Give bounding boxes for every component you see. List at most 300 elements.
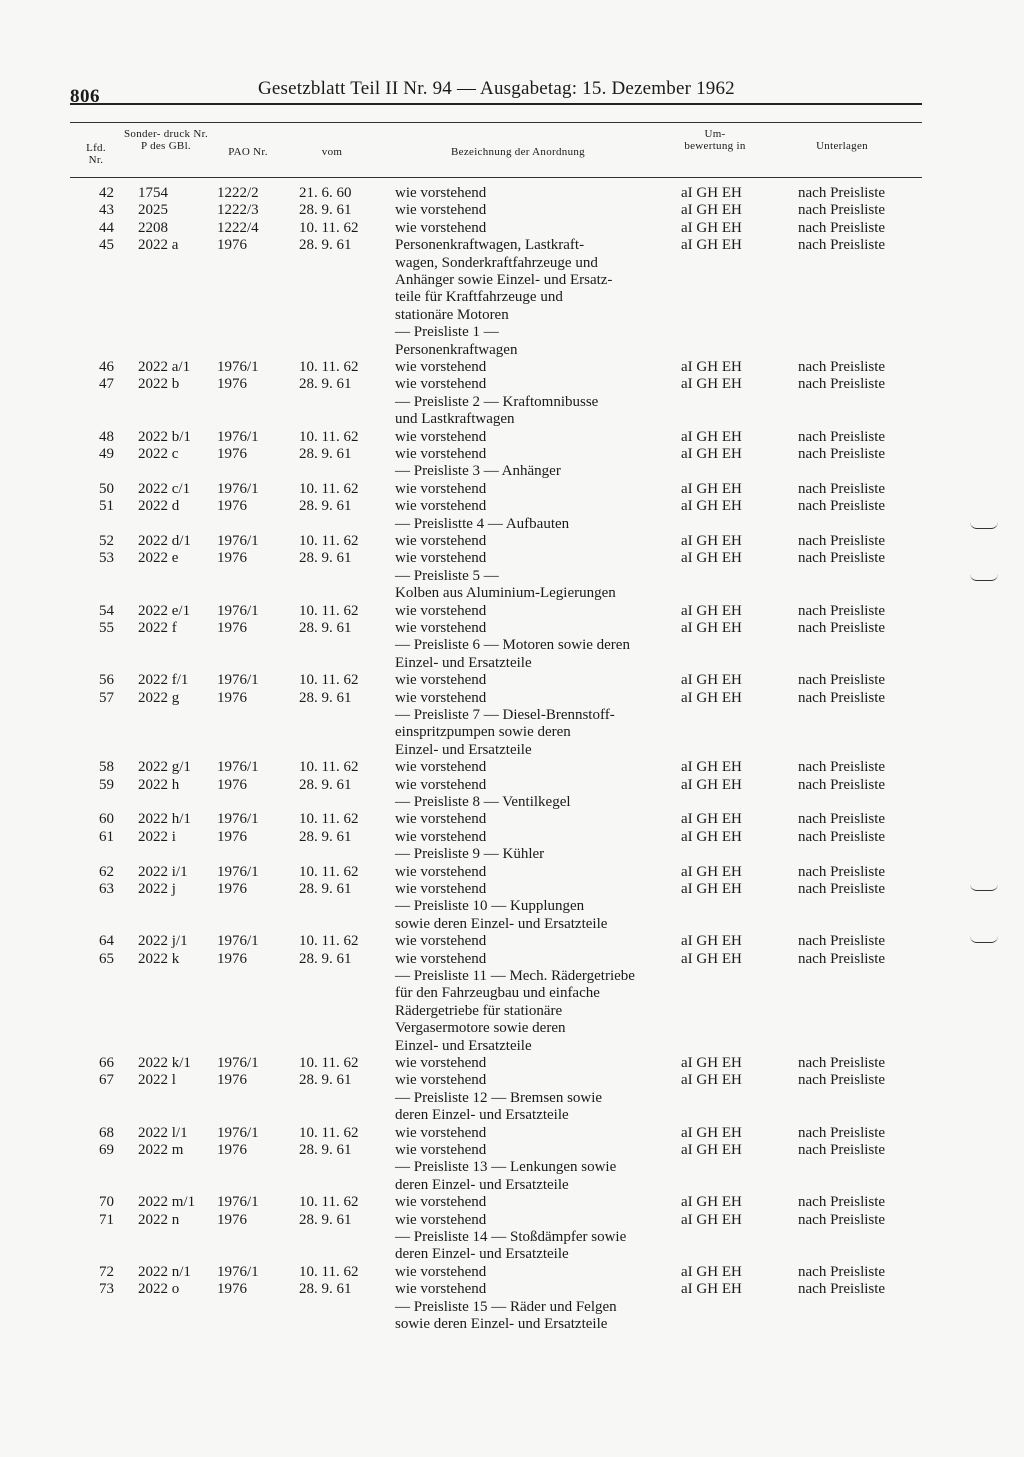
row-lfd: 52 (99, 532, 114, 549)
col-header-sonderdruck: Sonder- druck Nr. P des GBl. (124, 128, 209, 152)
table-row (0, 359, 1024, 376)
row-umbewertung: aI GH EH (681, 1281, 742, 1298)
row-bezeichnung: wie vorstehend (395, 1281, 487, 1298)
row-continuation: Personenkraftwagen (395, 341, 518, 358)
row-unterlagen: nach Preisliste (798, 237, 886, 254)
row-bezeichnung: wie vorstehend (395, 202, 487, 219)
row-unterlagen: nach Preisliste (798, 1054, 886, 1071)
row-lfd: 64 (99, 933, 114, 950)
row-sonderdruck: 2022 d/1 (138, 532, 191, 549)
row-unterlagen: nach Preisliste (798, 376, 886, 393)
row-vom: 10. 11. 62 (299, 532, 359, 549)
row-lfd: 68 (99, 1124, 114, 1141)
row-unterlagen: nach Preisliste (798, 1072, 886, 1089)
row-pao: 1976 (217, 950, 247, 967)
row-vom: 28. 9. 61 (299, 950, 352, 967)
row-pao: 1222/4 (217, 219, 259, 236)
row-lfd: 66 (99, 1054, 114, 1071)
row-sonderdruck: 2022 a/1 (138, 359, 191, 375)
row-umbewertung: aI GH EH (681, 1054, 742, 1071)
row-lfd: 49 (99, 445, 114, 462)
row-bezeichnung: wie vorstehend (395, 1194, 487, 1211)
row-lfd: 51 (99, 498, 114, 515)
row-umbewertung: aI GH EH (681, 828, 742, 845)
row-umbewertung: aI GH EH (681, 1141, 742, 1158)
row-umbewertung: aI GH EH (681, 863, 742, 880)
col-header-unterlagen: Unterlagen (816, 140, 868, 152)
row-unterlagen: nach Preisliste (798, 880, 886, 897)
row-pao: 1976/1 (217, 672, 259, 689)
row-vom: 28. 9. 61 (299, 619, 352, 636)
row-unterlagen: nach Preisliste (798, 1194, 886, 1211)
row-lfd: 63 (99, 880, 114, 897)
row-continuation: — Preisliste 3 — Anhänger (395, 463, 561, 480)
col-header-rule (70, 177, 922, 178)
row-sonderdruck: 2022 b/1 (138, 428, 191, 445)
table-row (0, 1194, 1024, 1211)
row-unterlagen: nach Preisliste (798, 480, 886, 497)
row-continuation: teile für Kraftfahrzeuge und (395, 289, 563, 306)
row-sonderdruck: 2022 f/1 (138, 672, 189, 689)
row-continuation: — Preisliste 13 — Lenkungen sowie (395, 1159, 617, 1176)
col-header-umbewertung: Um- bewertung in (684, 128, 746, 152)
row-sonderdruck: 2022 j (138, 880, 176, 897)
row-bezeichnung: wie vorstehend (395, 428, 487, 445)
row-continuation: einspritzpumpen sowie deren (395, 724, 571, 741)
row-lfd: 42 (99, 185, 114, 201)
row-continuation: stationäre Motoren (395, 306, 509, 323)
row-bezeichnung: wie vorstehend (395, 480, 487, 497)
row-pao: 1976 (217, 1141, 247, 1158)
margin-mark (970, 574, 998, 581)
row-sonderdruck: 2022 o (138, 1281, 180, 1298)
row-bezeichnung: wie vorstehend (395, 863, 487, 880)
row-lfd: 58 (99, 759, 114, 776)
row-bezeichnung: wie vorstehend (395, 811, 487, 828)
row-continuation: Kolben aus Aluminium-Legierungen (395, 585, 616, 602)
row-umbewertung: aI GH EH (681, 602, 742, 619)
col-header-pao: PAO Nr. (228, 146, 268, 158)
row-vom: 28. 9. 61 (299, 689, 352, 706)
row-unterlagen: nach Preisliste (798, 933, 886, 950)
row-bezeichnung: wie vorstehend (395, 532, 487, 549)
row-pao: 1976/1 (217, 933, 259, 950)
row-vom: 28. 9. 61 (299, 828, 352, 845)
row-pao: 1976/1 (217, 1124, 259, 1141)
table-top-rule (70, 122, 922, 123)
row-pao: 1222/2 (217, 185, 259, 201)
row-vom: 10. 11. 62 (299, 1194, 359, 1211)
row-vom: 28. 9. 61 (299, 1141, 352, 1158)
row-lfd: 43 (99, 202, 114, 219)
row-pao: 1976/1 (217, 811, 259, 828)
row-lfd: 54 (99, 602, 114, 619)
margin-mark (970, 522, 998, 529)
table-row (0, 237, 1024, 254)
header-rule (70, 103, 922, 105)
row-umbewertung: aI GH EH (681, 811, 742, 828)
row-unterlagen: nach Preisliste (798, 550, 886, 567)
row-lfd: 72 (99, 1263, 114, 1280)
row-vom: 10. 11. 62 (299, 933, 359, 950)
row-umbewertung: aI GH EH (681, 619, 742, 636)
row-bezeichnung: wie vorstehend (395, 185, 487, 201)
row-sonderdruck: 2022 l/1 (138, 1124, 188, 1141)
row-sonderdruck: 2022 g/1 (138, 759, 191, 776)
row-umbewertung: aI GH EH (681, 237, 742, 254)
row-pao: 1976 (217, 1281, 247, 1298)
row-vom: 28. 9. 61 (299, 498, 352, 515)
row-continuation: Einzel- und Ersatzteile (395, 654, 532, 671)
row-pao: 1976 (217, 689, 247, 706)
row-sonderdruck: 2022 h/1 (138, 811, 191, 828)
row-continuation: — Preisliste 8 — Ventilkegel (395, 793, 571, 810)
row-vom: 10. 11. 62 (299, 863, 359, 880)
row-unterlagen: nach Preisliste (798, 759, 886, 776)
row-unterlagen: nach Preisliste (798, 776, 886, 793)
row-pao: 1976/1 (217, 1263, 259, 1280)
table-row (0, 759, 1024, 776)
row-unterlagen: nach Preisliste (798, 498, 886, 515)
row-bezeichnung: wie vorstehend (395, 445, 487, 462)
row-continuation: — Preisliste 10 — Kupplungen (395, 898, 585, 915)
row-vom: 28. 9. 61 (299, 376, 352, 393)
row-lfd: 61 (99, 828, 114, 845)
row-pao: 1976/1 (217, 428, 259, 445)
row-lfd: 70 (99, 1194, 114, 1211)
row-continuation: Vergasermotore sowie deren (395, 1020, 566, 1037)
row-lfd: 71 (99, 1211, 114, 1228)
row-unterlagen: nach Preisliste (798, 1263, 886, 1280)
page-number: 806 (70, 86, 100, 107)
row-lfd: 48 (99, 428, 114, 445)
row-unterlagen: nach Preisliste (798, 1141, 886, 1158)
row-bezeichnung: wie vorstehend (395, 880, 487, 897)
row-pao: 1976 (217, 376, 247, 393)
row-continuation: sowie deren Einzel- und Ersatzteile (395, 1315, 608, 1332)
row-lfd: 46 (99, 359, 114, 375)
row-sonderdruck: 2022 i (138, 828, 176, 845)
row-pao: 1976 (217, 1072, 247, 1089)
table-row (0, 829, 1024, 846)
row-continuation: deren Einzel- und Ersatzteile (395, 1176, 569, 1193)
row-pao: 1976/1 (217, 1054, 259, 1071)
table-row (0, 811, 1024, 828)
row-bezeichnung: wie vorstehend (395, 672, 487, 689)
row-continuation: Einzel- und Ersatzteile (395, 1037, 532, 1054)
row-pao: 1976/1 (217, 532, 259, 549)
row-lfd: 65 (99, 950, 114, 967)
row-continuation: Einzel- und Ersatzteile (395, 741, 532, 758)
row-pao: 1976/1 (217, 602, 259, 619)
row-umbewertung: aI GH EH (681, 376, 742, 393)
row-pao: 1976/1 (217, 863, 259, 880)
row-pao: 1976 (217, 828, 247, 845)
row-bezeichnung: wie vorstehend (395, 550, 487, 567)
row-umbewertung: aI GH EH (681, 480, 742, 497)
row-continuation: — Preisliste 1 — (395, 324, 499, 341)
row-lfd: 73 (99, 1281, 114, 1298)
row-vom: 10. 11. 62 (299, 480, 359, 497)
row-sonderdruck: 2022 m/1 (138, 1194, 196, 1211)
row-continuation: — Preisliste 6 — Motoren sowie deren (395, 637, 630, 654)
row-umbewertung: aI GH EH (681, 1211, 742, 1228)
row-bezeichnung: wie vorstehend (395, 219, 487, 236)
table-row (0, 951, 1024, 968)
col-header-bezeichnung: Bezeichnung der Anordnung (451, 146, 585, 158)
row-bezeichnung: wie vorstehend (395, 1141, 487, 1158)
row-vom: 28. 9. 61 (299, 445, 352, 462)
row-continuation: — Preisliste 2 — Kraftomnibusse (395, 393, 599, 410)
row-sonderdruck: 2022 c (138, 445, 179, 462)
row-unterlagen: nach Preisliste (798, 619, 886, 636)
row-pao: 1976 (217, 550, 247, 567)
row-unterlagen: nach Preisliste (798, 428, 886, 445)
row-umbewertung: aI GH EH (681, 1124, 742, 1141)
row-umbewertung: aI GH EH (681, 672, 742, 689)
row-continuation: Anhänger sowie Einzel- und Ersatz- (395, 271, 613, 288)
row-pao: 1976/1 (217, 759, 259, 776)
row-pao: 1976 (217, 237, 247, 254)
table-body (0, 185, 1024, 1333)
row-unterlagen: nach Preisliste (798, 445, 886, 462)
row-vom: 28. 9. 61 (299, 776, 352, 793)
table-row (0, 498, 1024, 515)
margin-mark (970, 936, 998, 943)
row-continuation: — Preisliste 12 — Bremsen sowie (395, 1089, 603, 1106)
row-unterlagen: nach Preisliste (798, 1124, 886, 1141)
running-title: Gesetzblatt Teil II Nr. 94 — Ausgabetag: 15. Dezember 1962 (258, 78, 735, 99)
row-umbewertung: aI GH EH (681, 532, 742, 549)
row-sonderdruck: 2022 a (138, 237, 179, 254)
row-umbewertung: aI GH EH (681, 689, 742, 706)
row-unterlagen: nach Preisliste (798, 672, 886, 689)
table-row (0, 603, 1024, 620)
row-bezeichnung: wie vorstehend (395, 759, 487, 776)
row-umbewertung: aI GH EH (681, 445, 742, 462)
row-vom: 10. 11. 62 (299, 759, 359, 776)
row-pao: 1976/1 (217, 359, 259, 375)
row-pao: 1976 (217, 498, 247, 515)
table-row (0, 777, 1024, 794)
row-continuation: sowie deren Einzel- und Ersatzteile (395, 915, 608, 932)
row-vom: 28. 9. 61 (299, 880, 352, 897)
row-sonderdruck: 2022 d (138, 498, 180, 515)
table-row (0, 1212, 1024, 1229)
row-lfd: 45 (99, 237, 114, 254)
row-continuation: deren Einzel- und Ersatzteile (395, 1246, 569, 1263)
row-vom: 28. 9. 61 (299, 237, 352, 254)
row-unterlagen: nach Preisliste (798, 202, 886, 219)
row-vom: 10. 11. 62 (299, 1263, 359, 1280)
row-vom: 28. 9. 61 (299, 202, 352, 219)
table-row (0, 481, 1024, 498)
row-sonderdruck: 2022 n/1 (138, 1263, 191, 1280)
table-row (0, 672, 1024, 689)
row-unterlagen: nach Preisliste (798, 185, 886, 201)
row-sonderdruck: 1754 (138, 185, 168, 201)
table-row (0, 1125, 1024, 1142)
row-pao: 1976 (217, 776, 247, 793)
row-sonderdruck: 2025 (138, 202, 168, 219)
row-continuation: — Preisliste 5 — (395, 567, 499, 584)
row-lfd: 62 (99, 863, 114, 880)
row-sonderdruck: 2022 j/1 (138, 933, 188, 950)
table-row (0, 429, 1024, 446)
table-row (0, 185, 1024, 202)
row-umbewertung: aI GH EH (681, 950, 742, 967)
row-lfd: 69 (99, 1141, 114, 1158)
table-row (0, 220, 1024, 237)
row-bezeichnung: wie vorstehend (395, 1072, 487, 1089)
table-row (0, 202, 1024, 219)
col-header-lfd: Lfd. Nr. (86, 142, 106, 166)
row-bezeichnung: wie vorstehend (395, 1124, 487, 1141)
row-unterlagen: nach Preisliste (798, 359, 886, 375)
margin-mark (970, 884, 998, 891)
row-vom: 10. 11. 62 (299, 602, 359, 619)
row-lfd: 44 (99, 219, 114, 236)
row-lfd: 50 (99, 480, 114, 497)
row-umbewertung: aI GH EH (681, 1072, 742, 1089)
row-continuation: — Preisliste 11 — Mech. Rädergetriebe (395, 967, 635, 984)
table-row (0, 1281, 1024, 1298)
row-bezeichnung: wie vorstehend (395, 376, 487, 393)
row-unterlagen: nach Preisliste (798, 602, 886, 619)
row-bezeichnung: wie vorstehend (395, 828, 487, 845)
row-umbewertung: aI GH EH (681, 880, 742, 897)
table-row (0, 1055, 1024, 1072)
table-row (0, 864, 1024, 881)
row-sonderdruck: 2022 e (138, 550, 179, 567)
row-sonderdruck: 2022 n (138, 1211, 180, 1228)
row-sonderdruck: 2022 c/1 (138, 480, 191, 497)
row-continuation: — Preisliste 15 — Räder und Felgen (395, 1298, 617, 1315)
row-bezeichnung: Personenkraftwagen, Lastkraft- (395, 237, 585, 254)
row-unterlagen: nach Preisliste (798, 689, 886, 706)
row-lfd: 60 (99, 811, 114, 828)
row-continuation: — Preisliste 14 — Stoßdämpfer sowie (395, 1228, 627, 1245)
table-row (0, 1264, 1024, 1281)
row-umbewertung: aI GH EH (681, 428, 742, 445)
row-pao: 1976/1 (217, 480, 259, 497)
table-row (0, 376, 1024, 393)
row-lfd: 56 (99, 672, 114, 689)
row-bezeichnung: wie vorstehend (395, 498, 487, 515)
row-unterlagen: nach Preisliste (798, 828, 886, 845)
row-continuation: für den Fahrzeugbau und einfache (395, 985, 600, 1002)
row-sonderdruck: 2022 i/1 (138, 863, 188, 880)
row-lfd: 59 (99, 776, 114, 793)
row-pao: 1976 (217, 445, 247, 462)
row-umbewertung: aI GH EH (681, 359, 742, 375)
row-vom: 10. 11. 62 (299, 359, 359, 375)
table-row (0, 933, 1024, 950)
row-vom: 10. 11. 62 (299, 811, 359, 828)
row-unterlagen: nach Preisliste (798, 950, 886, 967)
row-sonderdruck: 2022 e/1 (138, 602, 191, 619)
row-bezeichnung: wie vorstehend (395, 776, 487, 793)
row-sonderdruck: 2022 k/1 (138, 1054, 191, 1071)
row-pao: 1976 (217, 1211, 247, 1228)
row-unterlagen: nach Preisliste (798, 1211, 886, 1228)
row-lfd: 67 (99, 1072, 114, 1089)
row-sonderdruck: 2022 m (138, 1141, 184, 1158)
row-continuation: — Preisliste 9 — Kühler (395, 846, 545, 863)
row-continuation: und Lastkraftwagen (395, 411, 515, 428)
table-row (0, 620, 1024, 637)
row-bezeichnung: wie vorstehend (395, 1054, 487, 1071)
row-pao: 1976/1 (217, 1194, 259, 1211)
row-bezeichnung: wie vorstehend (395, 689, 487, 706)
row-umbewertung: aI GH EH (681, 1194, 742, 1211)
table-row (0, 690, 1024, 707)
row-bezeichnung: wie vorstehend (395, 933, 487, 950)
row-umbewertung: aI GH EH (681, 933, 742, 950)
row-vom: 28. 9. 61 (299, 1211, 352, 1228)
table-row (0, 446, 1024, 463)
row-sonderdruck: 2208 (138, 219, 168, 236)
row-vom: 21. 6. 60 (299, 185, 352, 201)
row-sonderdruck: 2022 f (138, 619, 177, 636)
table-row (0, 1072, 1024, 1089)
row-unterlagen: nach Preisliste (798, 532, 886, 549)
row-continuation: — Preislistte 4 — Aufbauten (395, 515, 570, 532)
row-vom: 28. 9. 61 (299, 1072, 352, 1089)
row-vom: 28. 9. 61 (299, 1281, 352, 1298)
row-vom: 10. 11. 62 (299, 1124, 359, 1141)
row-unterlagen: nach Preisliste (798, 1281, 886, 1298)
row-umbewertung: aI GH EH (681, 550, 742, 567)
row-pao: 1976 (217, 619, 247, 636)
row-bezeichnung: wie vorstehend (395, 950, 487, 967)
row-bezeichnung: wie vorstehend (395, 602, 487, 619)
row-continuation: wagen, Sonderkraftfahrzeuge und (395, 254, 598, 271)
table-row (0, 1142, 1024, 1159)
row-umbewertung: aI GH EH (681, 776, 742, 793)
row-bezeichnung: wie vorstehend (395, 359, 487, 375)
row-umbewertung: aI GH EH (681, 1263, 742, 1280)
row-lfd: 53 (99, 550, 114, 567)
row-vom: 10. 11. 62 (299, 219, 359, 236)
row-continuation: deren Einzel- und Ersatzteile (395, 1107, 569, 1124)
row-vom: 10. 11. 62 (299, 672, 359, 689)
row-lfd: 47 (99, 376, 114, 393)
row-sonderdruck: 2022 b (138, 376, 180, 393)
row-sonderdruck: 2022 h (138, 776, 180, 793)
row-vom: 10. 11. 62 (299, 1054, 359, 1071)
row-umbewertung: aI GH EH (681, 498, 742, 515)
table-row (0, 550, 1024, 567)
row-lfd: 57 (99, 689, 114, 706)
row-unterlagen: nach Preisliste (798, 811, 886, 828)
row-unterlagen: nach Preisliste (798, 863, 886, 880)
row-bezeichnung: wie vorstehend (395, 1263, 487, 1280)
row-umbewertung: aI GH EH (681, 219, 742, 236)
row-vom: 28. 9. 61 (299, 550, 352, 567)
row-pao: 1222/3 (217, 202, 259, 219)
row-bezeichnung: wie vorstehend (395, 619, 487, 636)
row-bezeichnung: wie vorstehend (395, 1211, 487, 1228)
row-umbewertung: aI GH EH (681, 759, 742, 776)
row-vom: 10. 11. 62 (299, 428, 359, 445)
row-sonderdruck: 2022 l (138, 1072, 176, 1089)
row-lfd: 55 (99, 619, 114, 636)
row-unterlagen: nach Preisliste (798, 219, 886, 236)
row-umbewertung: aI GH EH (681, 185, 742, 201)
col-header-vom: vom (321, 146, 343, 158)
row-continuation: Rädergetriebe für stationäre (395, 1002, 563, 1019)
